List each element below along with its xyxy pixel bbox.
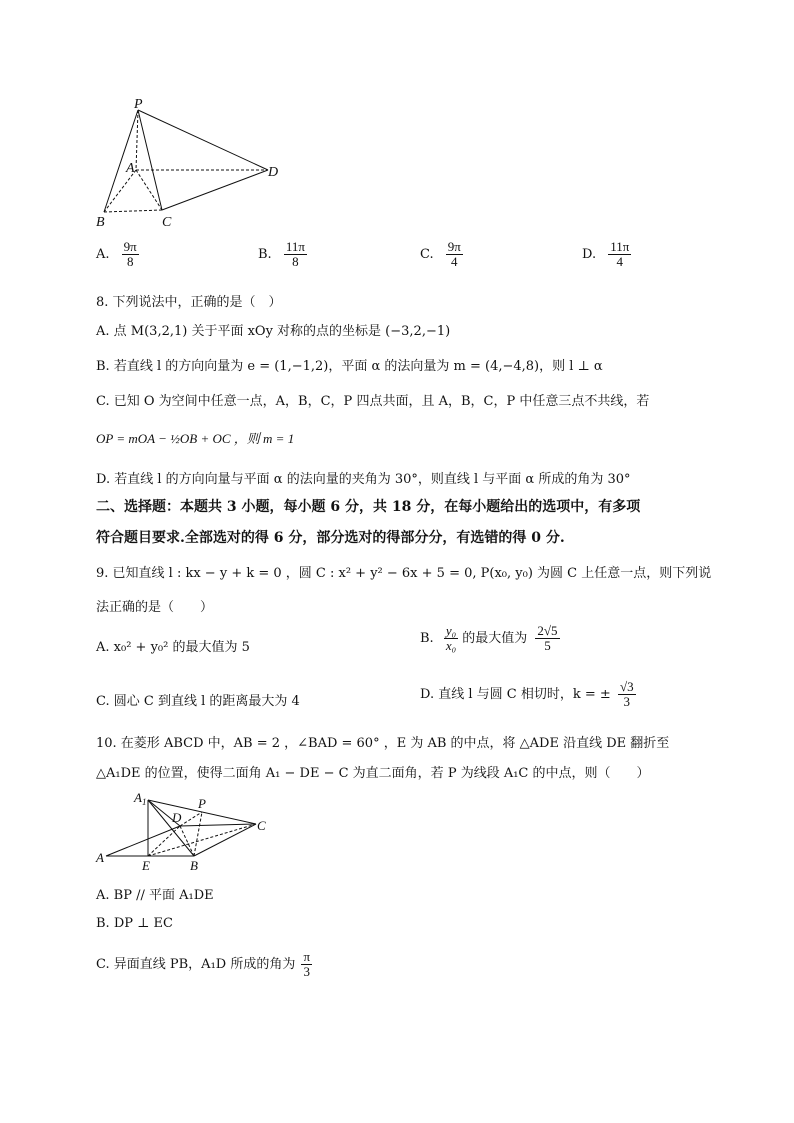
q10-option-a: A. BP // 平面 A₁DE (96, 888, 214, 903)
q10-stem-line1: 10. 在菱形 ABCD 中，AB = 2 ，∠BAD = 60° ，E 为 AB 的中点，将 △ADE 沿直线 DE 翻折至 (96, 736, 670, 751)
q9-option-b: B. $\frac{\text{y₀}}{\text{x₀}}$ 的最大值为 $\frac{2√5}{5}$ (420, 623, 558, 653)
folded-rhombus-figure (92, 788, 282, 874)
q9-option-d: D. 直线 l 与圆 C 相切时，k = ± $\frac{√3}{3}$ (420, 679, 634, 709)
label-B2: B (190, 858, 198, 873)
q8-option-c-line2: OP = mOA − ½OB + OC ，则 m = 1 (96, 431, 295, 446)
q7-option-d: D. $\frac{11\pi}{4}$ (582, 239, 630, 269)
label-D: D (268, 165, 279, 180)
section-2-header-line1: 二、选择题：本题共 3 小题，每小题 6 分，共 18 分，在每小题给出的选项中，有多项 (96, 499, 641, 515)
pyramid-figure (90, 92, 290, 232)
q9-stem-line2: 法正确的是（ ） (96, 600, 214, 615)
section-2-header-line2: 符合题目要求.全部选对的得 6 分，部分选对的得部分分，有选错的得 0 分. (96, 530, 565, 546)
label-A2: A (96, 850, 104, 865)
label-P: P (134, 97, 143, 112)
label-C2: C (257, 818, 266, 833)
q8-option-b: B. 若直线 l 的方向向量为 e = (1,−1,2)，平面 α 的法向量为 m = (4,−4,8)，则 l ⊥ α (96, 359, 603, 374)
q9-option-a: A. x₀² + y₀² 的最大值为 5 (96, 640, 250, 655)
q8-stem: 8. 下列说法中，正确的是（ ） (96, 295, 282, 310)
q8-option-a: A. 点 M(3,2,1) 关于平面 xOy 对称的点的坐标是 (−3,2,−1) (96, 324, 451, 339)
q8-option-d: D. 若直线 l 的方向向量与平面 α 的法向量的夹角为 30°，则直线 l 与平面 α 所成的角为 30° (96, 472, 631, 487)
label-A1: $A_1$ (134, 790, 147, 807)
label-D2: D (172, 810, 182, 825)
q7-option-b: B. $\frac{11\pi}{8}$ (258, 239, 305, 269)
label-C: C (162, 215, 172, 230)
label-P2: P (198, 796, 206, 811)
q7-option-a: A. $\frac{9\pi}{8}$ (96, 239, 137, 269)
q9-stem-line1: 9. 已知直线 l : kx − y + k = 0 ，圆 C : x² + y² − 6x + 5 = 0, P(x₀, y₀) 为圆 C 上任意一点，则下列说 (96, 566, 712, 581)
q8-option-c-line1: C. 已知 O 为空间中任意一点，A，B，C，P 四点共面，且 A，B，C，P 中任意三点不共线，若 (96, 394, 650, 409)
q9-option-c: C. 圆心 C 到直线 l 的距离最大为 4 (96, 694, 300, 709)
q7-option-c: C. $\frac{9\pi}{4}$ (420, 239, 461, 269)
label-B: B (96, 215, 105, 230)
label-E2: E (142, 858, 150, 873)
q10-stem-line2: △A₁DE 的位置，使得二面角 A₁ − DE − C 为直二面角，若 P 为线段 A₁C 的中点，则（ ） (96, 766, 650, 781)
q10-option-b: B. DP ⊥ EC (96, 916, 173, 931)
q10-option-c: C. 异面直线 PB，A₁D 所成的角为 $\frac{\pi}{3}$ (96, 949, 311, 979)
label-A: A (126, 161, 135, 176)
